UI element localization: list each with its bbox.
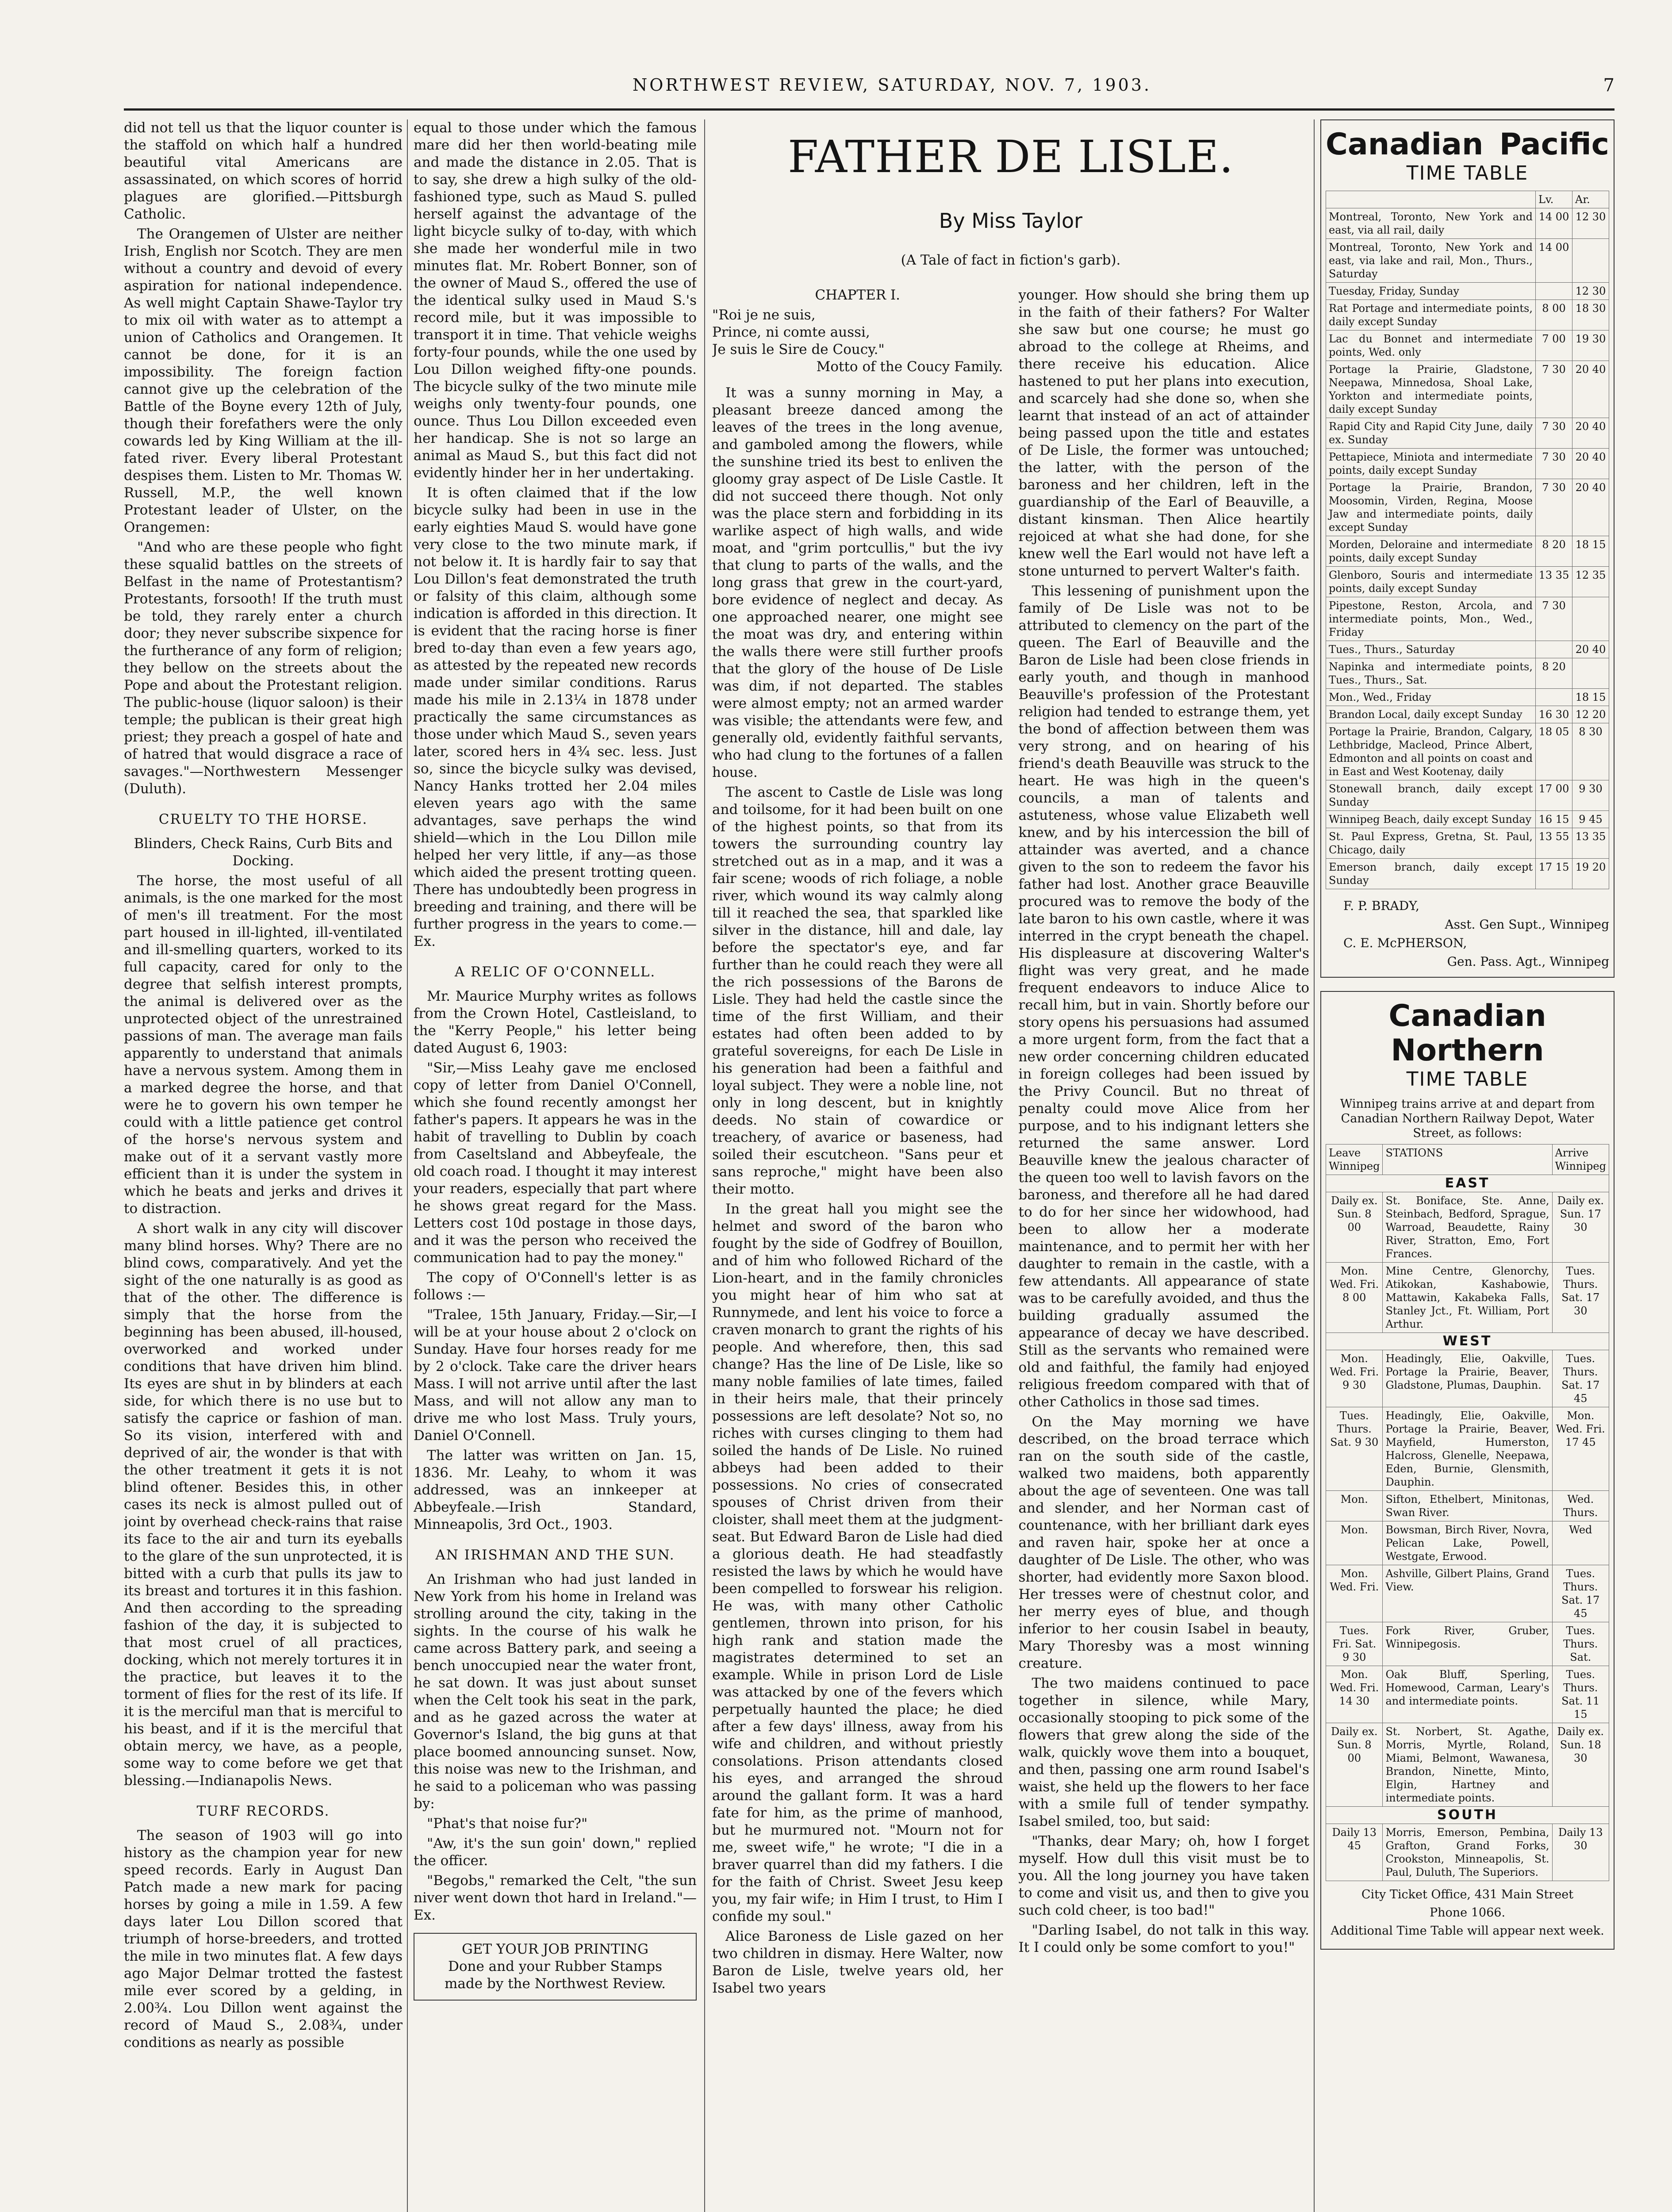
arrive-cell — [1572, 658, 1609, 689]
paragraph: younger. How should she bring them up in the faith of their fathers? For Walter she saw but one course; he must go abroad to the college at Rheims, and there receive his education. Alice hastened to put her plans into execution, and scarcely had she done so, when she learnt that instead of an act of attainder being passed upon the title and estates of De Lisle, the former was untouched; the latter, with the person of the baroness and her children, left in the guardianship of the Earl of Beauville, a distant kinsman. Then Alice heartily rejoiced at what she had done, for she knew well the Earl would not have left a stone unturned to pervert Walter's faith. — [1018, 287, 1309, 579]
arrive-cell: Daily 13 30 — [1552, 1824, 1609, 1881]
table-row — [1326, 828, 1609, 859]
table-row — [1326, 780, 1609, 811]
paragraph: The latter was written on Jan. 15, 1836. Mr. Leahy, to whom it was addressed, was an innkeeper at Abbeyfeale.—Irish Standard, Minneapolis, 3rd Oct., 1903. — [414, 1448, 697, 1532]
table-row — [1326, 597, 1609, 641]
depart-cell: 14 00 — [1536, 239, 1572, 283]
table-row — [1326, 1666, 1609, 1723]
station-cell: Oak Bluff, Sperling, Homewood, Carman, Leary's and intermediate points. — [1383, 1666, 1552, 1723]
cp-brand-left: Canadian — [1326, 127, 1484, 162]
paragraph: "Thanks, dear Mary; oh, how I forget myself. How dull this visit must be to you. All the long journey you have taken to come and visit us, and then to give you such cold cheer, is too bad!" — [1018, 1833, 1309, 1918]
table-row — [1326, 641, 1609, 658]
column-4-timetables — [1320, 119, 1614, 2212]
arrive-cell: 20 40 — [1572, 641, 1609, 658]
arrive-cell: 12 30 — [1572, 208, 1609, 239]
leave-cell: Mon. Wed. Fri. 8 00 — [1326, 1263, 1383, 1333]
cp-table — [1326, 191, 1609, 889]
table-row — [1326, 1263, 1609, 1333]
cn-timetable — [1320, 991, 1614, 1950]
leave-cell: Mon. Wed. Fri. 14 30 — [1326, 1666, 1383, 1723]
leave-cell: Tues. Thurs. Sat. 9 30 — [1326, 1407, 1383, 1491]
table-row — [1326, 300, 1609, 330]
station-cell: Winnipeg Beach, daily except Sunday — [1326, 811, 1536, 828]
station-cell: Ashville, Gilbert Plains, Grand View. — [1383, 1565, 1552, 1622]
paragraph: On the May morning we have described, on the broad terrace which ran on the south side of the castle, walked two maidens, both apparently about the age of seventeen. One was tall and slender, and her Norman cast of countenance, with her brilliant dark eyes and raven hair, spoke her at once a daughter of De Lisle. The other, who was shorter, had evidently more Saxon blood. Her tresses were of chestnut color, and her merry eyes of blue, and though inferior to her cousin Isabel in beauty, Mary Thoresby was a most winning creature. — [1018, 1414, 1309, 1671]
agent-title: Asst. Gen Supt., Winnipeg — [1445, 917, 1609, 932]
advert-line: GET YOUR JOB PRINTING — [462, 1941, 648, 1957]
station-cell: Montreal, Toronto, New York and east, via lake and rail, Mon., Thurs., Saturday — [1326, 239, 1536, 283]
table-row — [1326, 361, 1609, 418]
station-cell: Sifton, Ethelbert, Minitonas, Swan River. — [1383, 1491, 1552, 1521]
printing-advert — [414, 1933, 697, 2001]
paragraph: did not tell us that the liquor counter is the staffold on which half a hundred beautiful vital Americans are assassinated, on which scores of horrid plagues are glorified.—Pittsburgh Catholic. — [124, 120, 403, 222]
arrive-cell: 9 30 — [1572, 780, 1609, 811]
depart-cell: 16 15 — [1536, 811, 1572, 828]
depart-cell: 7 30 — [1536, 479, 1572, 536]
column-rule — [407, 119, 408, 2212]
paragraph: The two maidens continued to pace together in silence, while Mary, occasionally stooping to pick some of the flowers that grew along the side of the walk, quickly wove them into a bouquet, and then, passing one arm round Isabel's waist, she held up the flowers to her face with a smile full of tender sympathy. Isabel smiled, too, but said: — [1018, 1675, 1309, 1829]
column-rule — [704, 119, 705, 2212]
leave-cell: Mon. Wed. Fri. — [1326, 1565, 1383, 1622]
page-header — [124, 66, 1614, 106]
column-1 — [124, 119, 403, 2212]
table-row — [1326, 418, 1609, 449]
paragraph: It is often claimed that if the low bicycle sulky had been in use in the early eighties Maud S. would have gone very close to the two minute mark, if not below it. It is hardly fair to say that Lou Dillon's feat demonstrated the truth or falsity of this claim, although some indication is afforded in this direction. It is evident that the racing horse is finer bred to-day than even a few years ago, as attested by the repeated new records made under similar conditions. Rarus made his mile in 2.13¼ in 1878 under practically the same circumstances as those under which Maud S., seven years later, scored hers in 4¾ sec. less. Just so, since the bicycle sulky was devised, Nancy Hanks trotted her 2.04 miles eleven years ago with the same advantages, save perhaps the wind shield—which in the Lou Dillon mile helped her very little, if any—as those which aided the present trotting queen. There has undoubtedly been progress in breeding and training, and there will be further progress in the years to come.—Ex. — [414, 485, 697, 949]
station-cell: Pettapiece, Miniota and intermediate points, daily except Sunday — [1326, 449, 1536, 479]
leave-cell: Mon. — [1326, 1521, 1383, 1565]
leave-cell: Mon. — [1326, 1491, 1383, 1521]
arrive-cell — [1572, 239, 1609, 283]
paragraph: "Phat's that noise fur?" — [427, 1816, 588, 1832]
agent-name: C. E. McPHERSON, — [1343, 936, 1467, 950]
arrive-cell: 20 40 — [1572, 449, 1609, 479]
motto-line: "Roi je ne suis, — [712, 307, 816, 323]
paragraph: The ascent to Castle de Lisle was long and toilsome, for it had been built on one of the highest points, so that from its towers the surrounding country lay stretched out as in a map, and it was a fair scene; woods of rich foliage, a noble river, which wound its way calmly along till it reached the sea, that sparkled like silver in the distance, hill and dale, lay before the spectator's eye, and far further than he could reach they were all the rich possessions of the Barons de Lisle. They had held the castle since the time of the first William, and their estates had often been added to by grateful sovereigns, for each De Lisle in his generation had been a faithful and loyal subject. They were a noble line, not only in long descent, but in knightly deeds. No stain of cowardice or treachery, of avarice or baseness, had soiled their escutcheon. "Sans peur et sans reproche," might have been also their motto. — [712, 784, 1003, 1197]
station-cell: St. Paul Express, Gretna, St. Paul, Chicago, daily — [1326, 828, 1536, 859]
table-row — [1326, 1407, 1609, 1491]
station-cell: Montreal, Toronto, New York and east, via all rail, daily — [1326, 208, 1536, 239]
agent-title: Gen. Pass. Agt., Winnipeg — [1447, 954, 1609, 969]
table-header: Leave Winnipeg — [1326, 1144, 1383, 1175]
cn-subtitle: TIME TABLE — [1406, 1068, 1529, 1091]
paragraph: It was a sunny morning in May, a pleasant breeze danced among the leaves of the trees in the long avenue, and gamboled among the flowers, while the sunshine tried its best to enliven the gloomy gray aspect of De Lisle Castle. It did not succeed there though. Not only was the place stern and forbidding in its warlike aspect of high walls, and wide moat, and "grim portcullis," but the ivy that clung to parts of the walls, and the long grass that grew in the court-yard, bore evidence of neglect and decay. As one approached nearer, one might see the moat was dry, and entering within the walls there were still further proofs that the glory of the house of De Lisle was dim, if not departed. The stables were almost empty; not an armed warder was visible; the attendants were few, and generally old, evidently faithful servants, who had clung to the fortunes of a fallen house. — [712, 385, 1003, 780]
station-cell: Pipestone, Reston, Arcola, and intermediate points, Mon., Wed., Friday — [1326, 597, 1536, 641]
table-row — [1326, 1824, 1609, 1881]
station-cell: Brandon Local, daily except Sunday — [1326, 706, 1536, 723]
table-row — [1326, 689, 1609, 706]
depart-cell: 8 00 — [1536, 300, 1572, 330]
depart-cell: 8 20 — [1536, 658, 1572, 689]
section-heading: EAST — [1326, 1175, 1609, 1192]
station-cell: Portage la Prairie, Brandon, Moosomin, Virden, Regina, Moose Jaw and intermediate points, daily except Sunday — [1326, 479, 1536, 536]
paragraph: The copy of O'Connell's letter is as follows :— — [414, 1270, 697, 1303]
section-row — [1326, 1175, 1609, 1192]
station-cell: Glenboro, Souris and intermediate points, daily except Sunday — [1326, 567, 1536, 597]
station-cell: Emerson branch, daily except Sunday — [1326, 859, 1536, 889]
table-row — [1326, 1521, 1609, 1565]
article-heading: CRUELTY TO THE HORSE. — [158, 811, 368, 827]
station-cell: Headingly, Elie, Oakville, Portage la Prairie, Beaver, Mayfield, Humerston, Halcross, Glenelle, Neepawa, Eden, Burnie, Glensmith, Dauphin. — [1383, 1407, 1552, 1491]
page-number: 7 — [1603, 75, 1614, 96]
story-column-left — [712, 287, 1003, 2000]
arrive-cell: 8 30 — [1572, 723, 1609, 780]
cn-table — [1326, 1144, 1609, 1881]
section-row — [1326, 1807, 1609, 1824]
leave-cell: Tues. Fri. Sat. 9 30 — [1326, 1622, 1383, 1666]
cp-table-body — [1326, 208, 1609, 889]
story-column-right — [1019, 287, 1310, 2000]
story-subtitle: (A Tale of fact in fiction's garb). — [901, 252, 1121, 268]
column-rule — [1314, 119, 1315, 2212]
paragraph: The season of 1903 will go into history as the champion year for new speed records. Early in August Dan Patch made a new mark for pacing horses by going a mile in 1.59. A few days later Lou Dillon scored that triumph of horse-breeders, and trotted the mile in two minutes flat. A few days ago Major Delmar trotted the fastest mile ever scored by a gelding, in 2.00¾. Lou Dillon went against the record of Maud S., 2.08¾, under conditions as nearly as possible — [124, 1828, 403, 2051]
table-header — [1326, 191, 1536, 208]
motto-line: Je suis le Sire de Coucy." — [712, 342, 885, 357]
arrive-cell: 20 40 — [1572, 361, 1609, 418]
ticket-phone: Phone 1066. — [1429, 1906, 1506, 1920]
station-cell: Morden, Deloraine and intermediate points, daily except Sunday — [1326, 536, 1536, 567]
cp-brand-right: Pacific — [1499, 127, 1609, 162]
arrive-cell: Tues. Thurs. Sat. 17 30 — [1552, 1263, 1609, 1333]
station-cell: Portage la Prairie, Gladstone, Neepawa, Minnedosa, Shoal Lake, Yorkton and intermediate points, daily except Sunday — [1326, 361, 1536, 418]
depart-cell: 13 55 — [1536, 828, 1572, 859]
cp-timetable — [1320, 119, 1614, 978]
arrive-cell: 12 30 — [1572, 283, 1609, 300]
arrive-cell: 13 35 — [1572, 828, 1609, 859]
table-row — [1326, 859, 1609, 889]
table-row — [1326, 239, 1609, 283]
table-row — [1326, 1565, 1609, 1622]
depart-cell: 7 30 — [1536, 361, 1572, 418]
column-3-father-de-lisle — [712, 119, 1309, 2212]
table-header: Ar. — [1572, 191, 1609, 208]
leave-cell: Mon. Wed. Fri. 9 30 — [1326, 1350, 1383, 1407]
station-cell: Stonewall branch, daily except Sunday — [1326, 780, 1536, 811]
table-row — [1326, 1723, 1609, 1807]
station-cell: Mon., Wed., Friday — [1326, 689, 1536, 706]
paragraph: The horse, the most useful of all animals, is the one marked for the most of men's ill treatment. For the most part housed in ill-lighted, ill-ventilated and ill-smelling quarters, worked to its full capacity, cared for only to the degree that selfish interest prompts, the animal is delivered over as the unprotected object of the unrestrained passions of man. The average man fails apparently to understand that animals have a nervous system. Among them in a marked degree the horse, and that were he to govern his own temper he could with a little patience get control of the horse's nervous system and make out of it a servant vastly more efficient than it is under the system in which he beats and jerks and drives it to distraction. — [124, 873, 403, 1217]
arrive-cell: Daily ex. Sun. 18 30 — [1552, 1723, 1609, 1807]
section-heading: SOUTH — [1326, 1807, 1609, 1824]
story-byline: By Miss Taylor — [939, 209, 1083, 233]
arrive-cell: Daily ex. Sun. 17 30 — [1552, 1192, 1609, 1263]
depart-cell: 16 30 — [1536, 706, 1572, 723]
depart-cell — [1536, 283, 1572, 300]
table-row — [1326, 1192, 1609, 1263]
additional-note: Additional Time Table will appear next week. — [1331, 1924, 1604, 1938]
station-cell: Rapid City and Rapid City June, daily ex. Sunday — [1326, 418, 1536, 449]
station-cell: Portage la Prairie, Brandon, Calgary, Lethbridge, Macleod, Prince Albert, Edmonton and all points on coast and in East and West Kootenay, daily — [1326, 723, 1536, 780]
cn-table-body — [1326, 1175, 1609, 1881]
station-cell: Morris, Emerson, Pembina, Grafton, Grand Forks, Crookston, Minneapolis, St. Paul, Duluth, The Superiors. — [1383, 1824, 1552, 1881]
cn-brand: Canadian Northern — [1388, 998, 1546, 1068]
ticket-office: City Ticket Office, 431 Main Street — [1361, 1888, 1574, 1901]
station-cell: St. Norbert, St. Agathe, Morris, Myrtle, Roland, Miami, Belmont, Wawanesa, Brandon, Ninette, Minto, Elgin, Hartney and intermediate points. — [1383, 1723, 1552, 1807]
paragraph: Mr. Maurice Murphy writes as follows from the Crown Hotel, Castleisland, to the "Kerry People," his letter being dated August 6, 1903: — [414, 988, 697, 1056]
table-row — [1326, 283, 1609, 300]
station-cell: Mine Centre, Glenorchy, Atikokan, Kashabowie, Mattawin, Kakabeka Falls, Stanley Jct., Ft. William, Port Arthur. — [1383, 1263, 1552, 1333]
table-row — [1326, 449, 1609, 479]
leave-cell: Daily ex. Sun. 8 00 — [1326, 1723, 1383, 1807]
depart-cell: 7 30 — [1536, 597, 1572, 641]
depart-cell: 18 05 — [1536, 723, 1572, 780]
cp-brand — [1326, 127, 1609, 162]
table-row — [1326, 811, 1609, 828]
motto-source: Motto of the Coucy Family. — [816, 359, 1003, 375]
depart-cell: 17 15 — [1536, 859, 1572, 889]
table-header-row — [1326, 191, 1609, 208]
paragraph: A short walk in any city will discover many blind horses. Why? There are no blind cows, comparatively. And yet the sight of the one naturally is as good as that of the other. The difference is simply that the horse from the beginning has been abused, ill-housed, overworked and worked under conditions that have driven him blind. Its eyes are shut in by blinders at each side, for which there is no use but to satisfy the caprice or fashion of man. So its vision, interfered with and deprived of air, the wonder is that with the other treatment it gets it is not blind oftener. Besides this, in other cases its neck is almost pulled out of joint by overhead check-rains that raise its face to the air and turn its eyeballs to the glare of the sun unprotected, it is bitted with a curb that pulls its jaw to its breast and tortures it in this fashion. And then according to the spreading fashion of the day, it is subjected to that most cruel of all practices, docking, which not merely tortures it in the practice, but leaves it to the torment of flies for the rest of its life. If it is the merciful man that is merciful to his beast, and if it is the merciful that obtain mercy, we have, as a people, some way to come before we get that blessing.—Indianapolis News. — [124, 1221, 403, 1789]
story-title: FATHER DE LISLE. — [788, 131, 1234, 183]
paragraph: The Orangemen of Ulster are neither Irish, English nor Scotch. They are men without a country and devoid of every aspiration for national independence. As well might Captain Shawe-Taylor try to mix oil with water as to attempt a union of Catholics and Orangemen. It cannot be done, for it is an impossibility. The foreign faction cannot give up the celebration of the Battle of the Boyne every 12th of July, though their forefathers were the only cowards led by King William at the ill-fated river. Every liberal Protestant despises them. Listen to Mr. Thomas W. Russell, M.P., the well known Protestant leader of Ulster, on the Orangemen: — [124, 226, 403, 535]
page-header-title: NORTHWEST REVIEW, SATURDAY, NOV. 7, 1903. — [633, 75, 1152, 95]
article-heading: AN IRISHMAN AND THE SUN. — [435, 1547, 675, 1563]
table-header-row — [1326, 1144, 1609, 1175]
paragraph: equal to those under which the famous mare did her then world-beating mile and made the distance in 2.05. That is to say, she drew a high sulky of the old-fashioned type, such as Maud S. pulled herself against the advantage of the light bicycle sulky of to-day, with which she made her wonderful mile in two minutes flat. Mr. Robert Bonner, son of the owner of Maud S., offered the use of the identical sulky used in Maud S.'s record mile, but it was impossible to transport it in time. That vehicle weighs forty-four pounds, while the one used by Lou Dillon weighed fifty-one pounds. The bicycle sulky of the two minute mile weighs only twenty-four pounds, one ounce. Thus Lou Dillon exceeded even her handicap. She is not so large an animal as Maud S., but this fact did not evidently hinder her in her undertaking. — [414, 120, 697, 481]
station-cell: Rat Portage and intermediate points, daily except Sunday — [1326, 300, 1536, 330]
table-row — [1326, 479, 1609, 536]
arrive-cell: 19 20 — [1572, 859, 1609, 889]
depart-cell: 14 00 — [1536, 208, 1572, 239]
table-row — [1326, 706, 1609, 723]
arrive-cell: 18 15 — [1572, 536, 1609, 567]
depart-cell: 7 30 — [1536, 449, 1572, 479]
depart-cell: 8 20 — [1536, 536, 1572, 567]
section-heading: WEST — [1326, 1333, 1609, 1350]
article-heading: A RELIC OF O'CONNELL. — [454, 964, 656, 980]
story-body — [712, 287, 1309, 2000]
station-cell: Headingly, Elie, Oakville, Portage la Prairie, Beaver, Gladstone, Plumas, Dauphin. — [1383, 1350, 1552, 1407]
advert-line: Done and your Rubber Stamps — [448, 1959, 662, 1974]
paragraph: This lessening of punishment upon the family of De Lisle was not to be attributed to clemency on the part of the queen. The Earl of Beauville and the Baron de Lisle had been close friends in early youth, and though in manhood Beauville's profession of the Protestant religion had tended to estrange them, yet the bond of affection between them was very strong, and on hearing of his friend's death Beauville was struck to the heart. He was high in the queen's councils, a man of talents and astuteness, whose value Elizabeth well knew, and by his intercession the bill of attainder was averted, and a chance given to the son to redeem the favor his father had lost. Another grace Beauville procured was to remove the body of the late baron to his own castle, where it was interred in the crypt beneath the chapel. His displeasure at discovering Walter's flight was very great, and he made frequent endeavors to induce Alice to recall him, but in vain. Shortly before our story opens his persuasions had assumed a more urgent form, from the fact that a new order concerning children educated in foreign colleges had been issued by the Privy Council. But no threat of penalty could move Alice from her purpose, and to his indignant letters she returned the same answer. Lord Beauville knew the jealous character of the queen too well to lavish favors on the baroness, and therefore all he had dared to do for her since her widowhood, had been to allow her a moderate maintenance, and to permit her with her daughter to remain in the castle, with a few attendants. All appearance of state was to be carefully avoided, and thus the building gradually assumed the appearance of decay we have described. Still as the servants who remained were old and faithful, the family had enjoyed religious freedom compared with that of other Catholics in those sad times. — [1018, 583, 1309, 1410]
paragraph: "And who are these people who fight these squalid battles on the streets of Belfast in the name of Protestantism? Protestants, forsooth! If the truth must be told, they rarely enter a church door; they never subscribe sixpence for the furtherance of any form of religion; they bellow on the streets about the Pope and about the Protestant religion. The public-house (liquor saloon) is their temple; the publican is their great high priest; they preach a gospel of hate and of hatred that would disgrace a race of savages."—Northwestern Messenger (Duluth). — [124, 539, 403, 797]
arrive-cell: Tues. Thurs. Sat. 11 15 — [1552, 1666, 1609, 1723]
agent-name: F. P. BRADY, — [1343, 899, 1419, 913]
arrive-cell: Tues. Thurs. Sat. 17 45 — [1552, 1565, 1609, 1622]
table-row — [1326, 658, 1609, 689]
station-cell: Fork River, Gruber, Winnipegosis. — [1383, 1622, 1552, 1666]
article-subheading: Blinders, Check Rains, Curb Bits and Docking. — [134, 836, 393, 869]
arrive-cell: 12 35 — [1572, 567, 1609, 597]
column-2 — [414, 119, 697, 2212]
paragraph: An Irishman who had just landed in New York from his home in Ireland was strolling around the city, taking in the sights. In the course of his walk he came across Battery park, and seeing a bench unoccupied near the water front, he sat down. It was just about sunset when the Celt took his seat in the park, and as he gazed across the water at Governor's Island, the big guns at that place boomed announcing sunset. Now, this noise was new to the Irishman, and he said to a policeman who was passing by: — [414, 1571, 697, 1812]
paragraph: Alice Baroness de Lisle gazed on her two children in dismay. Here Walter, now Baron de Lisle, twelve years old, her Isabel two years — [712, 1928, 1003, 1996]
table-row — [1326, 1622, 1609, 1666]
arrive-cell: Wed — [1552, 1521, 1609, 1565]
depart-cell — [1536, 641, 1572, 658]
station-cell: Bowsman, Birch River, Novra, Pelican Lake, Powell, Westgate, Erwood. — [1383, 1521, 1552, 1565]
station-cell: Lac du Bonnet and intermediate points, Wed. only — [1326, 330, 1536, 361]
depart-cell: 7 00 — [1536, 330, 1572, 361]
arrive-cell: Wed. Thurs. — [1552, 1491, 1609, 1521]
table-row — [1326, 536, 1609, 567]
paragraph: In the great hall you might see the helmet and sword of the baron who fought by the side of Godfrey of Bouillon, and of him who followed Richard of the Lion-heart, and in the family chronicles you might hear of him who sat at Runnymede, and lent his voice to force a craven monarch to grant the rights of his people. And wherefore, then, this sad change? Has the line of De Lisle, like so many noble families of late times, failed in their heirs male, that their princely possessions are left desolate? Not so, no riches with curses clinging to them had soiled the hands of De Lisle. No ruined abbeys had been added to their possessions. No cries of consecrated spouses of Christ driven from their cloister, shall meet them at the judgment-seat. But Edward Baron de Lisle had died a glorious death. He had steadfastly resisted the laws by which he would have been compelled to forswear his religion. He was, with many other Catholic gentlemen, thrown into prison, for his high rank and station made the magistrates determined to set an example. While in prison Lord de Lisle was attacked by one of the fevers which perpetually haunted the place; he died after a few days' illness, away from his wife and children, and without priestly consolations. Prison attendants closed his eyes, and arranged the shroud around the gallant form. It was a hard fate for him, as the prime of manhood, but he murmured not. "Mourn not for me, sweet wife," he wrote; "I die in a braver quarrel than did my fathers. I die for the faith of Christ. Sweet Jesu keep you, my fair wife; in Him I trust, to Him I confide my soul." — [712, 1201, 1003, 1924]
station-cell: Napinka and intermediate points, Tues., Thurs., Sat. — [1326, 658, 1536, 689]
table-row — [1326, 1350, 1609, 1407]
section-row — [1326, 1333, 1609, 1350]
article-heading: TURF RECORDS. — [196, 1803, 330, 1819]
arrive-cell: 19 30 — [1572, 330, 1609, 361]
paragraph: "Begobs," remarked the Celt, "the sun niver went down thot hard in Ireland."—Ex. — [414, 1873, 697, 1923]
station-cell: Tues., Thurs., Saturday — [1326, 641, 1536, 658]
paragraph: "Tralee, 15th January, Friday.—Sir,—I will be at your house about 2 o'clock on Sunday. Have four horses ready for me by 2 o'clock. Take care the driver hears Mass. I will not arrive until after the last Mass, and will not allow any man to drive me who lost Mass. Truly yours, Daniel O'Connell. — [414, 1307, 697, 1444]
paragraph: "Darling Isabel, do not talk in this way. It I could only be some comfort to you!" — [1018, 1922, 1309, 1955]
table-row — [1326, 723, 1609, 780]
arrive-cell: 9 45 — [1572, 811, 1609, 828]
arrive-cell: Tues. Thurs. Sat. 17 45 — [1552, 1350, 1609, 1407]
depart-cell: 13 35 — [1536, 567, 1572, 597]
depart-cell: 7 30 — [1536, 418, 1572, 449]
station-cell: St. Boniface, Ste. Anne, Steinbach, Bedford, Sprague, Warroad, Beaudette, Rainy River, Stratton, Emo, Fort Frances. — [1383, 1192, 1552, 1263]
depart-cell — [1536, 689, 1572, 706]
leave-cell: Daily ex. Sun. 8 00 — [1326, 1192, 1383, 1263]
arrive-cell: 18 30 — [1572, 300, 1609, 330]
arrive-cell: 12 20 — [1572, 706, 1609, 723]
table-header: STATIONS — [1383, 1144, 1552, 1175]
table-row — [1326, 330, 1609, 361]
table-row — [1326, 1491, 1609, 1521]
table-row — [1326, 208, 1609, 239]
table-header: Arrive Winnipeg — [1552, 1144, 1609, 1175]
station-cell: Tuesday, Friday, Sunday — [1326, 283, 1536, 300]
cp-subtitle: TIME TABLE — [1406, 162, 1529, 184]
cn-note: Winnipeg trains arrive at and depart from Canadian Northern Railway Depot, Water Street, as follows: — [1340, 1097, 1595, 1140]
arrive-cell: Tues. Thurs. Sat. — [1552, 1622, 1609, 1666]
chapter-heading: CHAPTER I. — [815, 287, 901, 303]
depart-cell: 17 00 — [1536, 780, 1572, 811]
arrive-cell: 20 40 — [1572, 479, 1609, 536]
paragraph: "Aw, it's the sun goin' down," replied the officer. — [414, 1836, 697, 1869]
header-rule — [124, 108, 1614, 111]
motto-line: Prince, ni comte aussi, — [712, 324, 870, 340]
table-header: Lv. — [1536, 191, 1572, 208]
leave-cell: Daily 13 45 — [1326, 1824, 1383, 1881]
table-row — [1326, 567, 1609, 597]
arrive-cell: 18 15 — [1572, 689, 1609, 706]
paragraph: "Sir,—Miss Leahy gave me enclosed copy of letter from Daniel O'Connell, which she found recently amongst her father's papers. It appears he was in the habit of travelling to Dublin by coach from Caseltsland and Abbeyfeale, the old coach road. I thought it may interest your readers, especially that part where he shows great regard for the Mass. Letters cost 10d postage in those days, and it was the person who received the communication had to pay the money." — [414, 1060, 697, 1266]
arrive-cell: 20 40 — [1572, 418, 1609, 449]
arrive-cell: Mon. Wed. Fri. 17 45 — [1552, 1407, 1609, 1491]
advert-line: made by the Northwest Review. — [444, 1976, 666, 1992]
arrive-cell — [1572, 597, 1609, 641]
